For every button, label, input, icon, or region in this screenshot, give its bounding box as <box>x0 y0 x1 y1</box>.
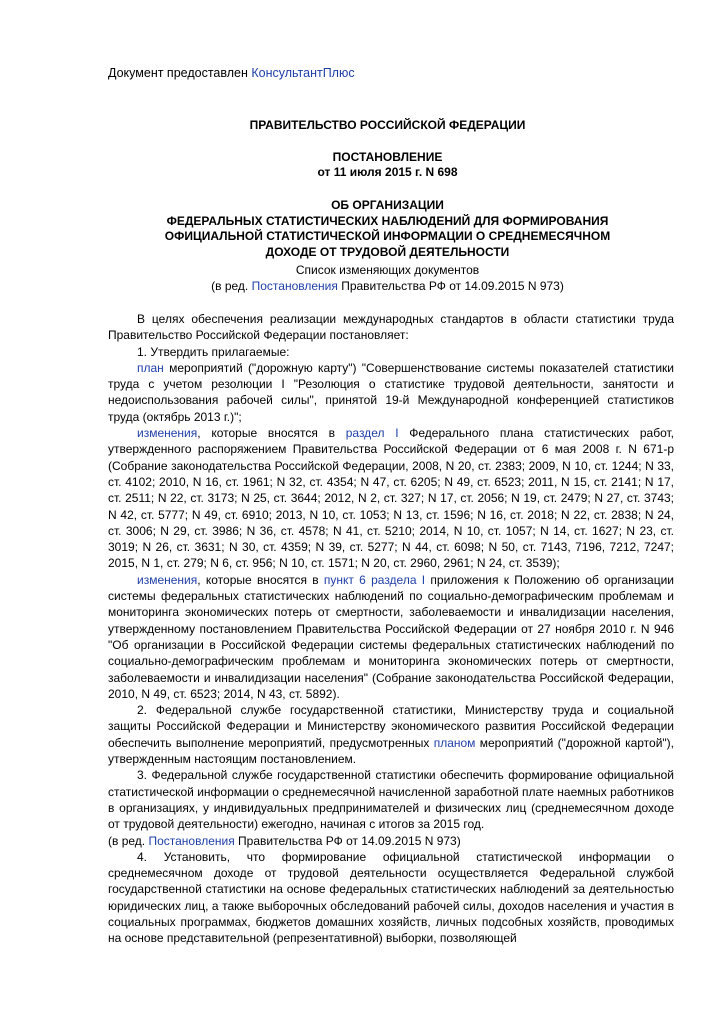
plan-link[interactable]: планом <box>433 735 476 750</box>
plan-link[interactable]: план <box>137 360 164 375</box>
amendment-suffix: Правительства РФ от 14.09.2015 N 973) <box>337 279 564 293</box>
paragraph-item-2 <box>108 702 674 767</box>
paragraph-amendment <box>108 833 674 849</box>
amendment-prefix: (в ред. <box>211 279 252 293</box>
doc-date: от 11 июля 2015 г. N 698 <box>317 165 458 179</box>
provided-by-line <box>108 66 355 80</box>
doc-type: ПОСТАНОВЛЕНИЕ <box>332 150 443 164</box>
paragraph-changes-section-1 <box>108 425 674 572</box>
paragraph-preamble: В целях обеспечения реализации международных стандартов в области статистики труда Правительство Российской Федерации постановляет: <box>108 312 674 343</box>
paragraph-text: 2. Федеральной службе государственной статистики, Министерству труда и социальной защиты Российской Федерации и Министерству экономического развития Российской Федерации обеспечить выполнение мероприятий, предусмотренных <box>108 703 674 750</box>
paragraph-item-4: 4. Установить, что формирование официальной статистической информации о среднемесячном доходе от трудовой деятельности осуществляется Федеральной службой государственной статистики на основе федеральных статистических наблюдений за деятельностью юридических лиц, а также выборочных обследований рабочей силы, доходов населения и участия в социальных программах, бюджетов домашних хозяйств, личных подсобных хозяйств, проводимых на основе представительной (репрезентативной) выборки, позволяющей <box>108 849 674 946</box>
doc-title <box>100 198 675 260</box>
doc-title-line: ОФИЦИАЛЬНОЙ СТАТИСТИЧЕСКОЙ ИНФОРМАЦИИ О СРЕДНЕМЕСЯЧНОМ <box>164 229 611 243</box>
amendment-link[interactable]: Постановления <box>251 279 338 293</box>
paragraph-text: приложения к Положению об организации системы федеральных статистических наблюдений по социально-демографическим проблемам и мониторинга экономических потерь от смертности, заболеваемости и инвалидизации населения, утвержденному постановлением Правительства Российской Федерации от 27 ноября 2010 г. N 946 "Об организации в Российской Федерации системы федеральных статистических наблюдений по социально-демографическим проблемам и мониторинга экономических потерь от смертности, заболеваемости и инвалидизации населения" (Собрание законодательства Российской Федерации, 2010, N 49, ст. 6523; 2014, N 43, ст. 5892). <box>108 572 675 701</box>
paragraph-text: мероприятий ("дорожную карту") "Совершенствование системы показателей статистики труда с учетом резолюции I "Резолюция о статистике трудовой деятельности, занятости и недоиспользования рабочей силы", принятой 19-й Международной конференцией статистиков труда (октябрь 2013 г.)"; <box>108 360 674 424</box>
doc-title-line: ОБ ОРГАНИЗАЦИИ <box>331 198 444 212</box>
paragraph-text: Федерального плана статистических работ, утвержденного распоряжением Правительства Российской Федерации от 6 мая 2008 г. N 671-р (Собрание законодательства Российской Федерации, 2008, N 20, ст. 2383; 2009, N 10, ст. 1244; N 33, ст. 4102; 2010, N 16, ст. 1961; N 32, ст. 4354; N 47, ст. 6205; N 49, ст. 6523; 2011, N 15, ст. 2141; N 17, ст. 2511; N 22, ст. 3173; N 25, ст. 3644; 2012, N 2, ст. 327; N 17, ст. 2056; N 19, ст. 2479; N 27, ст. 3743; N 42, ст. 5777; N 49, ст. 6910; 2013, N 10, ст. 1053; N 13, ст. 1596; N 16, ст. 2018; N 22, ст. 2838; N 24, ст. 3006; N 29, ст. 3986; N 36, ст. 4578; N 41, ст. 5210; 2014, N 10, ст. 1057; N 14, ст. 1627; N 23, ст. 3019; N 26, ст. 3631; N 30, ст. 4359; N 39, ст. 5277; N 44, ст. 6098; N 50, ст. 7143, 7196, 7212, 7247; 2015, N 1, ст. 279; N 6, ст. 956; N 10, ст. 1571; N 20, ст. 2960, 2961; N 24, ст. 3539); <box>108 426 674 571</box>
changes-link[interactable]: изменения <box>137 572 198 587</box>
amendment-note <box>100 279 675 295</box>
changes-link[interactable]: изменения <box>137 426 198 441</box>
doc-title-line: ФЕДЕРАЛЬНЫХ СТАТИСТИЧЕСКИХ НАБЛЮДЕНИЙ ДЛЯ ФОРМИРОВАНИЯ <box>166 213 609 228</box>
paragraph-text: , которые вносятся в <box>197 572 324 587</box>
changes-list-heading: Список изменяющих документов <box>295 263 480 277</box>
doc-title-line: ДОХОДЕ ОТ ТРУДОВОЙ ДЕЯТЕЛЬНОСТИ <box>265 244 510 259</box>
paragraph-text: , которые вносятся в <box>197 426 346 441</box>
amendment-link[interactable]: Постановления <box>148 833 235 848</box>
point-6-link[interactable]: пункт 6 раздела I <box>323 572 426 587</box>
government-name: ПРАВИТЕЛЬСТВО РОССИЙСКОЙ ФЕДЕРАЦИИ <box>249 118 526 132</box>
paragraph-plan <box>108 360 674 425</box>
document-body <box>108 311 674 947</box>
paragraph-text: (в ред. <box>108 833 149 848</box>
paragraph-item-1: 1. Утвердить прилагаемые: <box>137 344 290 359</box>
provided-by-text: Документ предоставлен <box>108 66 252 80</box>
paragraph-text: мероприятий ("дорожной картой"), утвержденным настоящим постановлением. <box>108 735 674 767</box>
paragraph-changes-point-6 <box>108 572 674 702</box>
section-1-link[interactable]: раздел I <box>345 426 399 441</box>
paragraph-item-3: 3. Федеральной службе государственной статистики обеспечить формирование официальной статистической информации о среднемесячной начисленной заработной плате наемных работников в организациях, у индивидуальных предпринимателей и физических лиц (среднемесячном доходе от трудовой деятельности) ежегодно, начиная с итогов за 2015 год. <box>108 768 674 832</box>
paragraph-text: Правительства РФ от 14.09.2015 N 973) <box>234 833 461 848</box>
consultant-plus-link[interactable]: КонсультантПлюс <box>251 66 355 80</box>
